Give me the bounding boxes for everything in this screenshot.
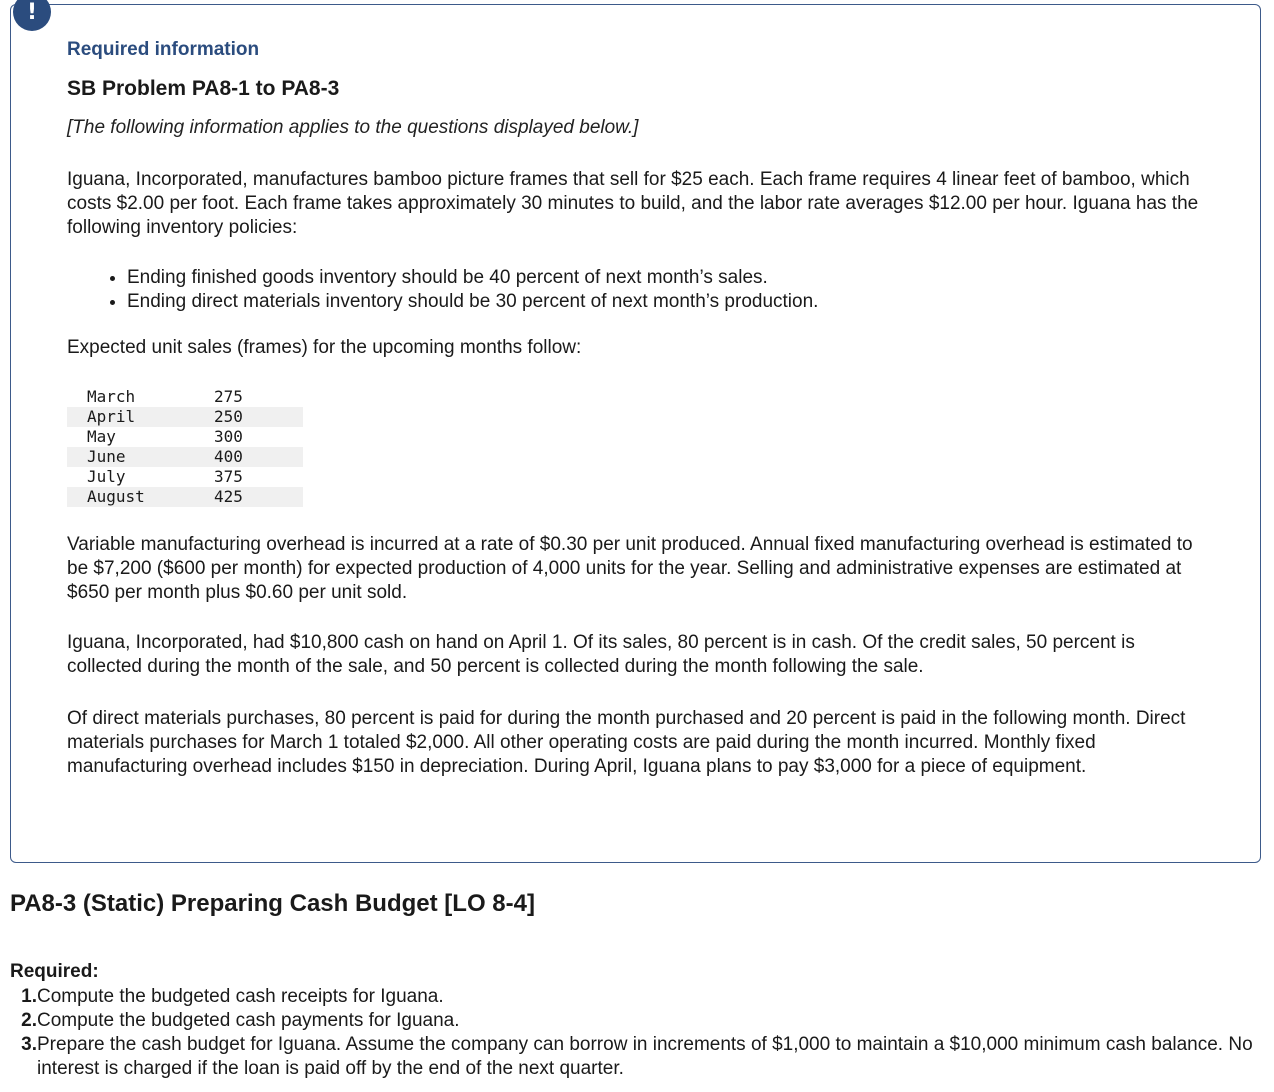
list-item: [10, 985, 1270, 1009]
list-item: [10, 1033, 1270, 1081]
overhead-paragraph: Variable manufacturing overhead is incurred at a rate of $0.30 per unit produced. Annual fixed manufacturing overhead is estimated to be $7,200 ($600 per month) for expected production of 4,000 units for the year. Selling and administrative expenses are estimated at $650 per month plus $0.60 per unit sold.: [67, 534, 1193, 603]
table-row: [67, 427, 303, 447]
table-row: [67, 447, 303, 467]
table-row: [67, 407, 303, 427]
required-information-heading: Required information: [67, 39, 260, 60]
intro-paragraph: Iguana, Incorporated, manufactures bamboo picture frames that sell for $25 each. Each frame requires 4 linear feet of bamboo, which costs $2.00 per foot. Each frame takes approximately 30 minutes to build, and the labor rate averages $12.00 per hour. Iguana has the following inventory policies:: [67, 169, 1199, 238]
problem-title: SB Problem PA8-1 to PA8-3: [67, 77, 340, 100]
units-cell: 375: [214, 467, 243, 486]
requirement-number: 3.: [21, 1034, 37, 1055]
month-cell: June: [67, 447, 214, 467]
inventory-policies-list: [100, 266, 818, 314]
purchases-paragraph: Of direct materials purchases, 80 percent is paid for during the month purchased and 20 percent is paid in the following month. Direct materials purchases for March 1 totaled $2,000. All other operating costs are paid during the month incurred. Monthly fixed manufacturing overhead includes $150 in depreciation. During April, Iguana plans to pay $3,000 for a piece of equipment.: [67, 708, 1186, 777]
units-cell: 400: [214, 447, 303, 467]
requirement-text: Compute the budgeted cash payments for Iguana.: [37, 1010, 460, 1031]
month-cell: May: [87, 427, 116, 446]
table-row: [67, 387, 303, 407]
requirement-number: 2.: [21, 1010, 37, 1031]
month-cell: July: [87, 467, 126, 486]
table-row: [67, 467, 303, 487]
month-cell: March: [87, 387, 136, 406]
alert-icon: !: [13, 0, 51, 31]
list-item: • Ending direct materials inventory should be 30 percent of next month’s production.: [127, 290, 818, 314]
requirement-text: Compute the budgeted cash receipts for Iguana.: [37, 986, 444, 1007]
month-cell: April: [67, 407, 214, 427]
requirement-number: 1.: [21, 986, 37, 1007]
required-label: Required:: [10, 961, 99, 982]
requirements-list: [10, 985, 1270, 1081]
section-title: PA8-3 (Static) Preparing Cash Budget [LO 8-4]: [10, 890, 535, 917]
expected-sales-table: [67, 387, 303, 507]
units-cell: 425: [214, 487, 303, 507]
sales-intro: Expected unit sales (frames) for the upcoming months follow:: [67, 337, 582, 358]
units-cell: 300: [214, 427, 243, 446]
units-cell: 250: [214, 407, 303, 427]
table-row: [67, 487, 303, 507]
units-cell: 275: [214, 387, 243, 406]
cash-paragraph: Iguana, Incorporated, had $10,800 cash on hand on April 1. Of its sales, 80 percent is in cash. Of the credit sales, 50 percent is collected during the month of the sale, and 50 percent is collected during the month following the sale.: [67, 632, 1135, 677]
list-item: • Ending finished goods inventory should be 40 percent of next month’s sales.: [127, 266, 818, 290]
month-cell: August: [67, 487, 214, 507]
list-item: [10, 1009, 1270, 1033]
applies-note: [The following information applies to the questions displayed below.]: [67, 117, 639, 138]
requirement-text: Prepare the cash budget for Iguana. Assume the company can borrow in increments of $1,000 to maintain a $10,000 minimum cash balance. No interest is charged if the loan is paid off by the end of the next quarter.: [37, 1034, 1253, 1079]
